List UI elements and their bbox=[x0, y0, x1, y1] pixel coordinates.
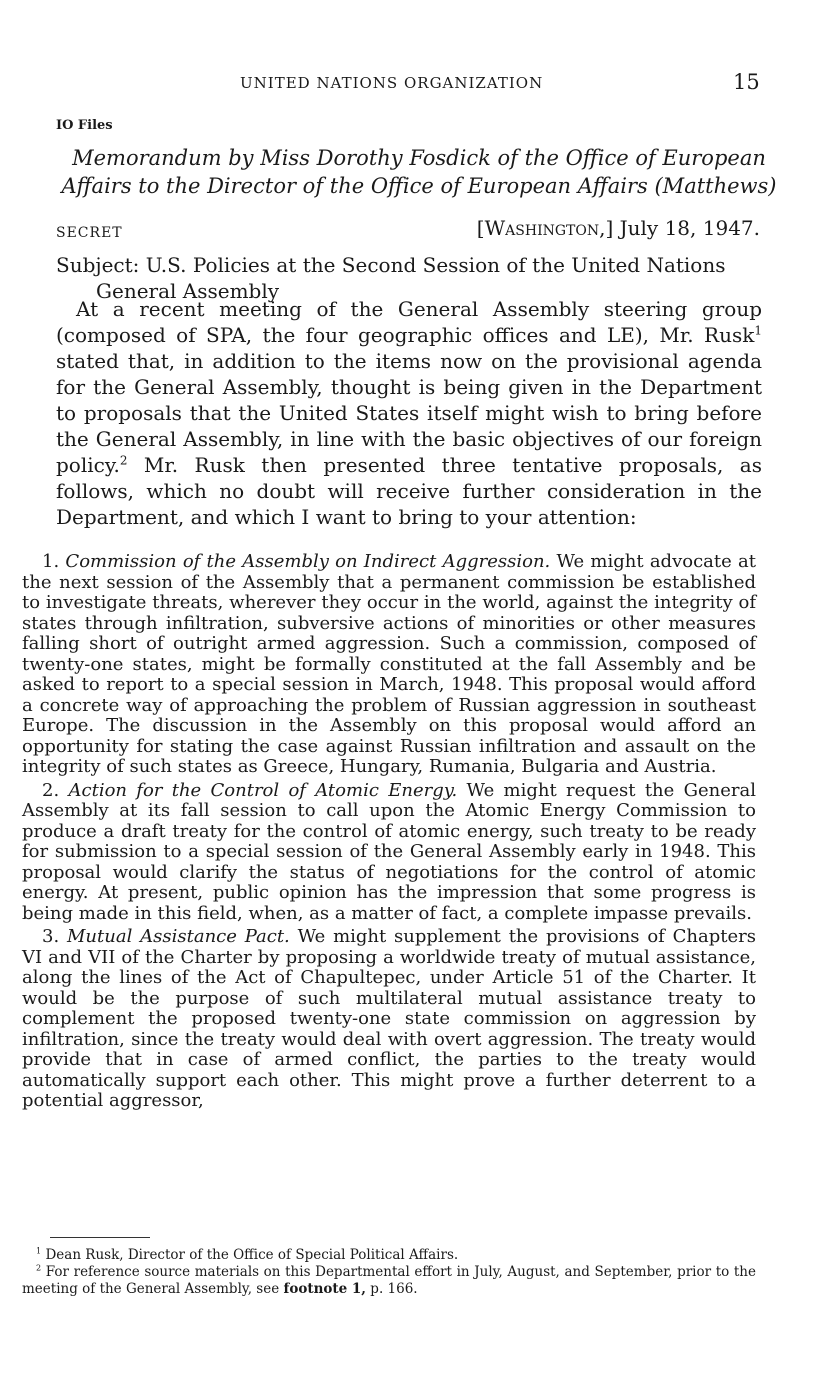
dateline-date: July 18, 1947. bbox=[619, 216, 760, 240]
dateline bbox=[477, 216, 760, 240]
proposal-item bbox=[22, 552, 756, 778]
footnote-text: For reference source materials on this Departmental effort in July, August, and September, prior to the meeting of the General Assembly, see bbox=[22, 1264, 756, 1297]
footnote-marker: 2 bbox=[36, 1262, 42, 1273]
footnote-marker: 1 bbox=[36, 1245, 42, 1256]
proposal-heading: Action for the Control of Atomic Energy. bbox=[68, 779, 458, 801]
running-head: UNITED NATIONS ORGANIZATION bbox=[240, 74, 544, 92]
page-number: 15 bbox=[733, 70, 760, 94]
footnote-cross-reference-link[interactable]: footnote 1, bbox=[283, 1281, 367, 1297]
footnote-2 bbox=[22, 1264, 756, 1298]
proposal-item bbox=[22, 927, 756, 1112]
proposal-heading: Mutual Assistance Pact. bbox=[67, 926, 290, 947]
subject-line-1: Subject: U.S. Policies at the Second Session of the United Nations bbox=[56, 253, 726, 277]
footnote-tail: p. 166. bbox=[366, 1281, 418, 1297]
proposal-heading: Commission of the Assembly on Indirect Aggression. bbox=[65, 551, 551, 572]
proposal-text: We might advocate at the next session of the Assembly that a permanent commission be established to investigate threats, wherever they occur in the world, against the integrity of states through infiltration, subversive actions of minorities or other measures falling short of outright armed aggression. Such a commission, composed of twenty-one states, might be formally constituted at the fall Assembly and be asked to report to a special session in March, 1948. This proposal would afford a concrete way of approaching the problem of Russian aggression in southeast Europe. The discussion in the Assembly on this proposal would afford an opportunity for stating the case against Russian infiltration and assault on the integrity of such states as Greece, Hungary, Rumania, Bulgaria and Austria. bbox=[22, 551, 756, 777]
footnotes bbox=[22, 1247, 756, 1298]
proposal-number: 3. bbox=[42, 926, 60, 947]
proposal-text: We might supplement the provisions of Chapters VI and VII of the Charter by proposing a worldwide treaty of mutual assistance, along the lines of the Act of Chapultepec, under Article 51 of the Charter. It would be the purpose of such multilateral mutual assistance treaty to complement the proposed twenty-one state commission on aggression by infiltration, since the treaty would deal with overt aggression. The treaty would provide that in case of armed conflict, the parties to the treaty would automatically support each other. This might prove a further deterrent to a potential aggressor, bbox=[22, 926, 756, 1111]
intro-paragraph bbox=[56, 296, 762, 530]
proposal-item bbox=[22, 781, 756, 925]
intro-part-2: stated that, in addition to the items now on the provisional agenda for the General Assembly, thought is being given in the Department to proposals that the United States itself might wish to bring before the General Assembly, in line with the basic objectives of our foreign policy. bbox=[56, 349, 762, 477]
proposal-list bbox=[22, 552, 756, 1115]
footnote-ref-2[interactable]: 2 bbox=[119, 453, 128, 468]
dateline-place: [Washington,] bbox=[476, 216, 614, 240]
document-title: Memorandum by Miss Dorothy Fosdick of the Office of European Affairs to the Director of the Office of European Affairs (Matthews) bbox=[61, 146, 777, 198]
classification-label: SECRET bbox=[56, 225, 123, 241]
proposal-number: 2. bbox=[42, 779, 60, 801]
proposal-text: We might request the General Assembly at its fall session to call upon the Atomic Energy Commission to produce a draft treaty for the control of atomic energy, such treaty to be ready for submission to a special session of the General Assembly early in 1948. This proposal would clarify the status of negotiations for the control of atomic energy. At present, public opinion has the impression that some progress is being made in this field, when, as a matter of fact, a complete impasse prevails. bbox=[22, 779, 756, 924]
file-reference: IO Files bbox=[56, 118, 113, 133]
footnote-divider bbox=[50, 1237, 150, 1238]
intro-part-1: At a recent meeting of the General Assembly steering group (composed of SPA, the four geographic offices and LE), Mr. Rusk bbox=[56, 297, 762, 347]
proposal-number: 1. bbox=[42, 551, 60, 572]
footnote-ref-1[interactable]: 1 bbox=[754, 323, 762, 338]
footnote-1 bbox=[22, 1247, 756, 1264]
subject-line-2: General Assembly bbox=[96, 279, 280, 303]
intro-part-3: Mr. Rusk then presented three tentative proposals, as follows, which no doubt will receive further consideration in the Department, and which I want to bring to your attention: bbox=[56, 453, 762, 529]
footnote-text: Dean Rusk, Director of the Office of Special Political Affairs. bbox=[45, 1247, 459, 1263]
